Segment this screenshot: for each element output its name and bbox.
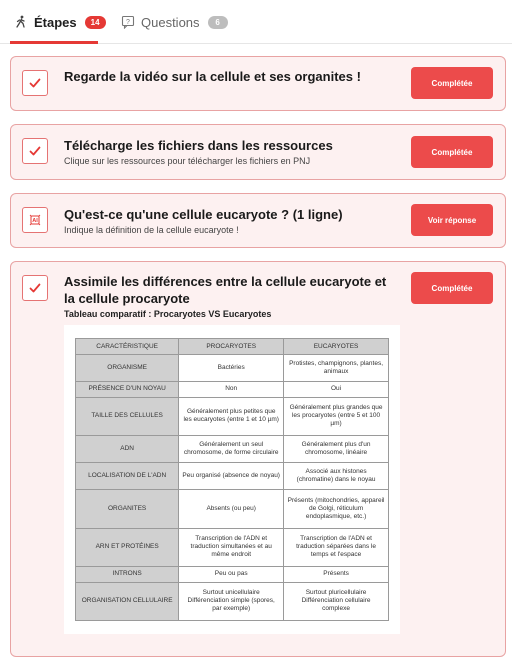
- tab-etapes-label: Étapes: [34, 14, 77, 30]
- step-card: [10, 124, 506, 180]
- step-checkbox[interactable]: [22, 275, 48, 301]
- table-row: [76, 382, 389, 398]
- table-row-label: ADN: [76, 436, 179, 463]
- table-row-label: TAILLE DES CELLULES: [76, 397, 179, 435]
- table-row: [76, 490, 389, 528]
- active-tab-indicator: [10, 41, 98, 44]
- table-row-label: ARN ET PROTÉINES: [76, 528, 179, 566]
- table-row: [76, 463, 389, 490]
- question-box-icon: [121, 15, 135, 29]
- tab-etapes[interactable]: [14, 11, 106, 33]
- tab-bar: [0, 0, 512, 44]
- step-complete-button[interactable]: Complétée: [411, 136, 493, 168]
- checkmark-icon: [29, 282, 41, 294]
- table-cell: Protistes, champignons, plantes, animaux: [284, 355, 389, 382]
- table-row-label: INTRONS: [76, 566, 179, 582]
- step-title: Regarde la vidéo sur la cellule et ses organites !: [64, 69, 361, 84]
- step-ai-badge: [22, 207, 48, 233]
- table-cell: Non: [179, 382, 284, 398]
- table-cell: Généralement plus grandes que les procaryotes (entre 5 et 100 µm): [284, 397, 389, 435]
- table-cell: Absents (ou peu): [179, 490, 284, 528]
- table-cell: Présents: [284, 566, 389, 582]
- table-cell: Associé aux histones (chromatine) dans le noyau: [284, 463, 389, 490]
- table-row: [76, 528, 389, 566]
- step-complete-button[interactable]: Complétée: [411, 272, 493, 304]
- table-cell: Généralement plus petites que les eucaryotes (entre 1 et 10 µm): [179, 397, 284, 435]
- comparison-table: [75, 338, 389, 621]
- table-header: PROCARYOTES: [179, 339, 284, 355]
- see-answer-button[interactable]: Voir réponse: [411, 204, 493, 236]
- svg-text:?: ?: [126, 18, 130, 26]
- tab-etapes-count-badge: 14: [85, 16, 106, 29]
- checkmark-icon: [29, 145, 41, 157]
- table-row-label: ORGANITES: [76, 490, 179, 528]
- table-cell: Présents (mitochondries, appareil de Golgi, réticulum endoplasmique, etc.): [284, 490, 389, 528]
- step-title: Télécharge les fichiers dans les ressources: [64, 138, 333, 153]
- table-cell: Transcription de l'ADN et traduction simultanées et au même endroit: [179, 528, 284, 566]
- step-title: Qu'est-ce qu'une cellule eucaryote ? (1 ligne): [64, 207, 343, 222]
- table-cell: Surtout unicellulaire Différenciation simple (spores, par exemple): [179, 582, 284, 620]
- table-cell: Généralement un seul chromosome, de forme circulaire: [179, 436, 284, 463]
- svg-text:AI: AI: [32, 218, 38, 225]
- table-row-label: PRÉSENCE D'UN NOYAU: [76, 382, 179, 398]
- table-cell: Peu organisé (absence de noyau): [179, 463, 284, 490]
- table-row: [76, 355, 389, 382]
- step-complete-button[interactable]: Complétée: [411, 67, 493, 99]
- comparison-table-image: [64, 325, 400, 634]
- step-subtitle: Tableau comparatif : Procaryotes VS Eucaryotes: [64, 309, 272, 319]
- table-cell: Généralement plus d'un chromosome, linéaire: [284, 436, 389, 463]
- table-cell: Peu ou pas: [179, 566, 284, 582]
- walking-person-icon: [14, 15, 28, 29]
- table-row-label: LOCALISATION DE L'ADN: [76, 463, 179, 490]
- step-checkbox[interactable]: [22, 70, 48, 96]
- checkmark-icon: [29, 77, 41, 89]
- tab-questions-label: Questions: [141, 14, 200, 30]
- table-row: [76, 397, 389, 435]
- step-card: [10, 261, 506, 657]
- table-row-label: ORGANISME: [76, 355, 179, 382]
- step-card: [10, 56, 506, 111]
- table-row: [76, 566, 389, 582]
- table-cell: Surtout pluricellulaire Différenciation cellulaire complexe: [284, 582, 389, 620]
- step-card: [10, 193, 506, 248]
- table-cell: Oui: [284, 382, 389, 398]
- ai-sparkle-icon: [29, 214, 41, 226]
- step-title: Assimile les différences entre la cellule eucaryote et la cellule procaryote: [64, 274, 387, 306]
- table-row: [76, 582, 389, 620]
- tab-questions[interactable]: [121, 11, 228, 33]
- table-cell: Transcription de l'ADN et traduction séparées dans le temps et l'espace: [284, 528, 389, 566]
- step-subtitle: Indique la définition de la cellule eucaryote !: [64, 225, 239, 235]
- table-cell: Bactéries: [179, 355, 284, 382]
- table-row-label: ORGANISATION CELLULAIRE: [76, 582, 179, 620]
- step-checkbox[interactable]: [22, 138, 48, 164]
- table-row: [76, 436, 389, 463]
- table-header: CARACTÉRISTIQUE: [76, 339, 179, 355]
- step-subtitle: Clique sur les ressources pour télécharger les fichiers en PNJ: [64, 156, 311, 166]
- tab-questions-count-badge: 6: [208, 16, 228, 29]
- table-header: EUCARYOTES: [284, 339, 389, 355]
